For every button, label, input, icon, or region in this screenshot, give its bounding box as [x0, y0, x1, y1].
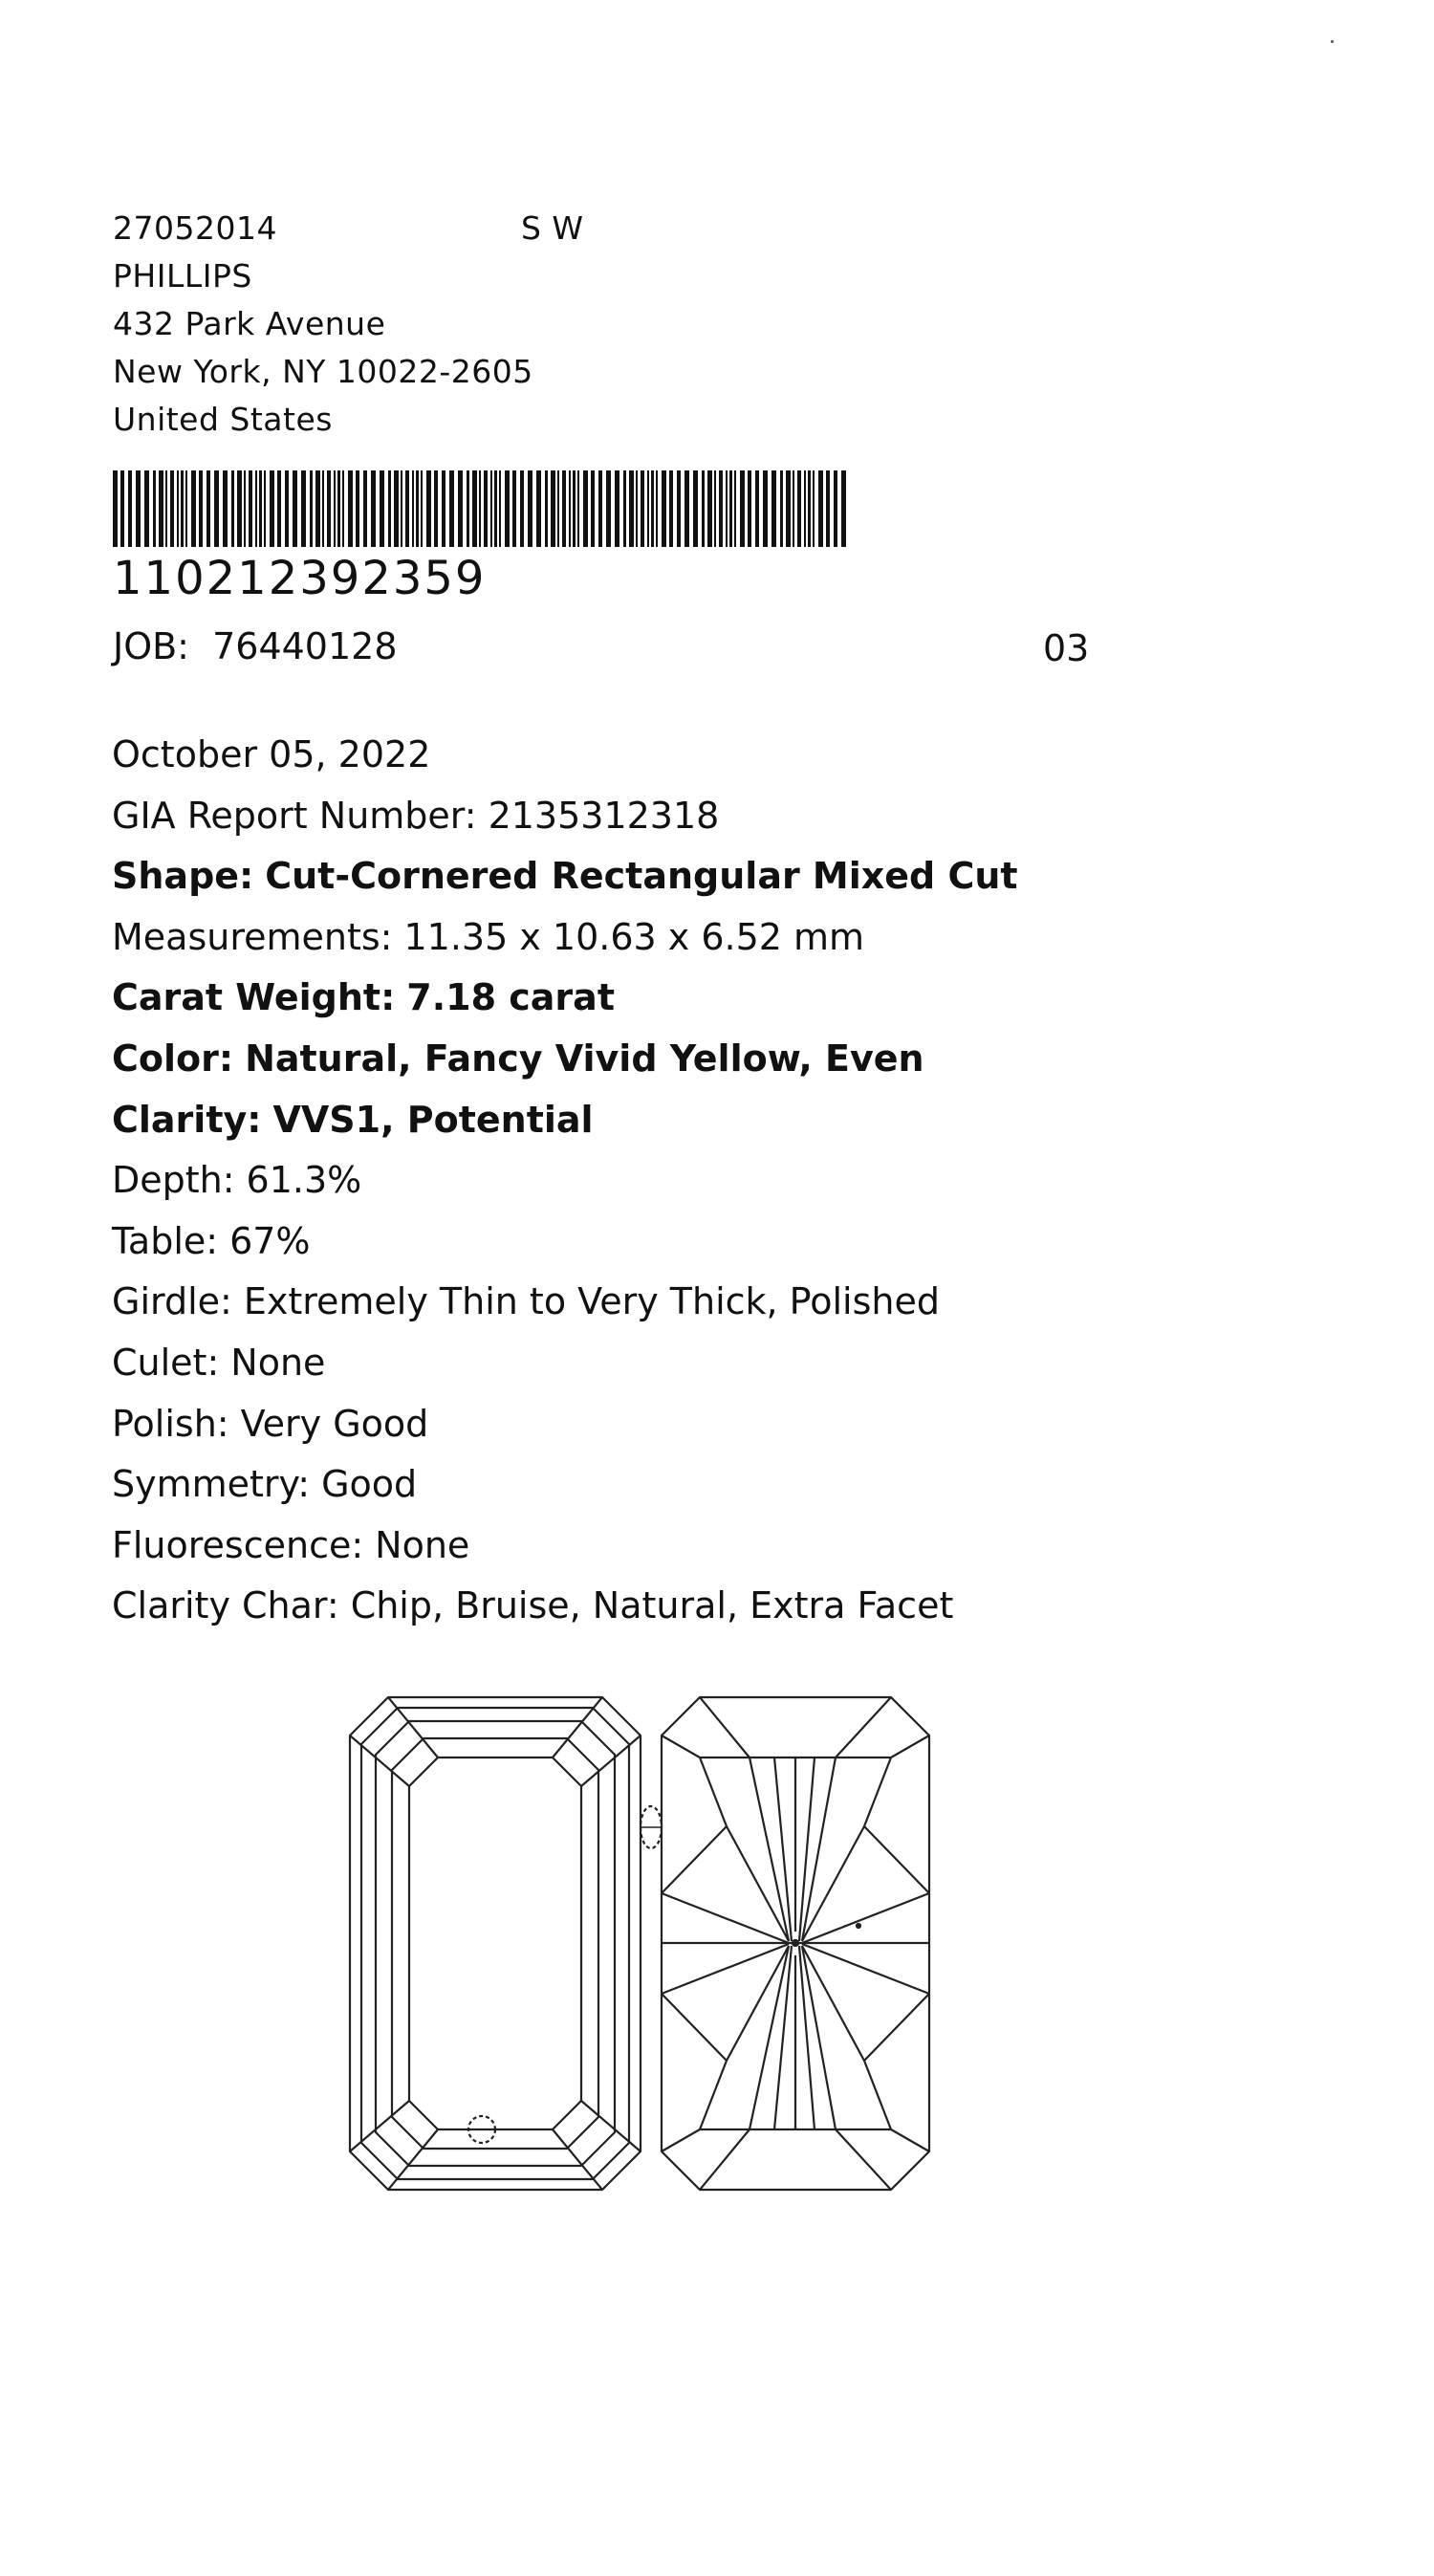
barcode-bar	[748, 470, 751, 547]
barcode-bar	[677, 470, 681, 547]
barcode-bar	[606, 470, 611, 547]
barcode-bar	[259, 470, 262, 547]
crown-outline	[350, 1697, 641, 2190]
barcode-bar	[577, 470, 579, 547]
barcode-bar	[780, 470, 783, 547]
barcode-bar	[591, 470, 595, 547]
barcode-bar	[647, 470, 649, 547]
barcode-bar	[818, 470, 823, 547]
address-street: 432 Park Avenue	[113, 305, 386, 342]
field-value: Chip, Bruise, Natural, Extra Facet	[350, 1584, 954, 1627]
address-company: PHILLIPS	[113, 257, 252, 295]
barcode-bar	[380, 470, 384, 547]
barcode-bar	[472, 470, 477, 547]
barcode-bar	[371, 470, 376, 547]
report-field	[112, 907, 1018, 969]
barcode-bar	[494, 470, 497, 547]
job-label: JOB:	[113, 625, 189, 667]
barcode-bar	[337, 470, 340, 547]
barcode-bar	[562, 470, 566, 547]
barcode-bar	[315, 470, 320, 547]
barcode-bar	[334, 470, 336, 547]
barcode-bar	[185, 470, 187, 547]
barcode-bar	[484, 470, 488, 547]
barcode-bar	[623, 470, 626, 547]
barcode-bar	[797, 470, 801, 547]
barcode-bar	[557, 470, 559, 547]
field-label: Polish:	[112, 1402, 229, 1445]
barcode-bar	[490, 470, 492, 547]
field-label: GIA Report Number:	[112, 794, 477, 837]
barcode-bar	[270, 470, 274, 547]
pavilion-ray	[727, 1826, 789, 1941]
crown-step-3	[392, 1738, 598, 2149]
pavilion-facet	[700, 2129, 891, 2190]
barcode-bar	[191, 470, 196, 547]
job-sequence: 03	[1043, 627, 1090, 669]
barcode-bar	[726, 470, 728, 547]
field-label: Fluorescence:	[112, 1523, 364, 1566]
field-value: Cut-Cornered Rectangular Mixed Cut	[265, 855, 1018, 898]
barcode-bar	[128, 470, 132, 547]
field-label: Table:	[112, 1219, 219, 1262]
barcode-bar	[583, 470, 588, 547]
pavilion-facet	[864, 1736, 929, 1893]
barcode-bar	[206, 470, 210, 547]
barcode-bar	[729, 470, 732, 547]
field-label: Clarity:	[112, 1098, 262, 1141]
job-number: 76440128	[212, 625, 398, 667]
crown-step-2	[376, 1721, 615, 2166]
barcode-bar	[707, 470, 712, 547]
field-label: Symmetry:	[112, 1463, 311, 1506]
barcode-bar	[301, 470, 306, 547]
plotting-diagram	[325, 1654, 1147, 2228]
barcode-bar	[641, 470, 644, 547]
field-value: Good	[321, 1463, 418, 1506]
barcode-bar	[136, 470, 141, 547]
barcode-bar	[342, 470, 344, 547]
barcode-bar	[426, 470, 431, 547]
report-details	[112, 725, 1018, 1637]
report-field	[112, 846, 1018, 907]
address-city: New York, NY 10022-2605	[113, 353, 533, 390]
barcode-bar	[421, 470, 423, 547]
barcode-bar	[763, 470, 768, 547]
barcode-bar	[684, 470, 689, 547]
barcode-bar	[214, 470, 219, 547]
pavilion-ray	[662, 1944, 789, 1994]
barcode-bar	[841, 470, 846, 547]
barcode-bar	[458, 470, 463, 547]
barcode-bar	[181, 470, 184, 547]
pavilion-facet	[662, 1994, 727, 2151]
field-label: Depth:	[112, 1159, 235, 1202]
field-label: Girdle:	[112, 1280, 232, 1323]
pavilion-ray	[802, 1944, 929, 1994]
barcode-bar	[793, 470, 794, 547]
field-value: 11.35 x 10.63 x 6.52 mm	[403, 915, 865, 958]
barcode-bar	[144, 470, 149, 547]
report-field	[112, 1394, 1018, 1455]
barcode-bar	[804, 470, 806, 547]
address-country: United States	[113, 401, 333, 438]
barcode-bar	[277, 470, 281, 547]
pavilion-ray	[802, 1893, 929, 1943]
barcode-bar	[231, 470, 234, 547]
barcode-bar	[636, 470, 638, 547]
barcode	[113, 470, 851, 547]
address-code-2: S W	[521, 209, 584, 247]
barcode-bar	[434, 470, 438, 547]
barcode-bar	[545, 470, 548, 547]
field-label: Culet:	[112, 1341, 220, 1384]
report-field	[112, 968, 1018, 1029]
report-field	[112, 1090, 1018, 1151]
barcode-bar	[237, 470, 242, 547]
address-code-line	[113, 205, 584, 252]
barcode-bar	[479, 470, 481, 547]
pavilion-view	[662, 1697, 929, 2190]
barcode-bar	[113, 470, 118, 547]
field-label: Clarity Char:	[112, 1584, 339, 1627]
report-field	[112, 1516, 1018, 1577]
barcode-bar	[813, 470, 815, 547]
pavilion-ray	[727, 1946, 789, 2061]
barcode-bar	[771, 470, 776, 547]
barcode-bar	[264, 470, 266, 547]
barcode-bar	[755, 470, 759, 547]
pavilion-facet	[700, 1697, 891, 1757]
pavilion-facet	[864, 1994, 929, 2151]
field-value: Extremely Thin to Very Thick, Polished	[243, 1280, 940, 1323]
report-field	[112, 1333, 1018, 1394]
pavilion-ray	[802, 1826, 864, 1941]
barcode-bar	[834, 470, 837, 547]
report-field	[112, 1454, 1018, 1516]
barcode-bar	[573, 470, 576, 547]
field-value: 61.3%	[246, 1159, 362, 1202]
barcode-bar	[244, 470, 246, 547]
address-block	[113, 205, 584, 444]
field-value: None	[375, 1523, 470, 1566]
barcode-bar	[310, 470, 313, 547]
barcode-bar	[512, 470, 516, 547]
barcode-bar	[734, 470, 736, 547]
barcode-bar	[348, 470, 353, 547]
stray-mark	[1331, 40, 1334, 43]
barcode-bar	[505, 470, 510, 547]
barcode-bar	[442, 470, 445, 547]
barcode-bar	[293, 470, 297, 547]
address-code: 27052014	[113, 209, 277, 247]
barcode-bar	[569, 470, 571, 547]
barcode-bar	[159, 470, 163, 547]
field-value: VVS1, Potential	[272, 1098, 594, 1141]
barcode-bar	[826, 470, 830, 547]
barcode-bar	[740, 470, 745, 547]
barcode-bar	[401, 470, 402, 547]
barcode-bar	[405, 470, 409, 547]
barcode-bar	[598, 470, 602, 547]
barcode-bar	[702, 470, 705, 547]
job-line	[113, 620, 398, 673]
barcode-bar	[322, 470, 324, 547]
barcode-bar	[786, 470, 791, 547]
field-label: Color:	[112, 1037, 234, 1080]
report-field	[112, 1212, 1018, 1273]
barcode-bar	[120, 470, 124, 547]
report-field	[112, 1272, 1018, 1333]
report-field	[112, 786, 1018, 847]
barcode-bar	[669, 470, 673, 547]
barcode-bar	[536, 470, 541, 547]
barcode-bar	[394, 470, 399, 547]
barcode-bar	[719, 470, 723, 547]
barcode-bar	[615, 470, 619, 547]
crown-table	[409, 1757, 581, 2129]
barcode-bar	[170, 470, 174, 547]
barcode-bar	[363, 470, 367, 547]
barcode-bar	[416, 470, 419, 547]
pavilion-ray	[802, 1946, 864, 2061]
pavilion-ray	[662, 1893, 789, 1943]
field-label: Shape:	[112, 855, 254, 898]
barcode-bar	[327, 470, 331, 547]
barcode-bar	[551, 470, 555, 547]
barcode-bar	[223, 470, 228, 547]
barcode-bar	[153, 470, 156, 547]
report-field	[112, 1029, 1018, 1090]
inclusion-dot	[857, 1924, 860, 1928]
barcode-bar	[249, 470, 252, 547]
report-field	[112, 1150, 1018, 1212]
field-value: 67%	[229, 1219, 311, 1262]
field-label: Measurements:	[112, 915, 393, 958]
barcode-bar	[520, 470, 524, 547]
barcode-bar	[388, 470, 391, 547]
barcode-bar	[662, 470, 666, 547]
barcode-bar	[656, 470, 658, 547]
pavilion-facet	[662, 1736, 727, 1893]
field-value: Natural, Fancy Vivid Yellow, Even	[245, 1037, 924, 1080]
pavilion-culet-point	[793, 1940, 798, 1946]
barcode-bar	[449, 470, 454, 547]
barcode-bar	[714, 470, 716, 547]
barcode-bar	[412, 470, 414, 547]
barcode-bar	[499, 470, 501, 547]
barcode-bar	[255, 470, 257, 547]
field-value: 7.18 carat	[406, 976, 615, 1019]
barcode-bar	[651, 470, 654, 547]
barcode-bar	[467, 470, 469, 547]
field-value: None	[230, 1341, 326, 1384]
barcode-bar	[693, 470, 698, 547]
field-value: Very Good	[240, 1402, 429, 1445]
barcode-bar	[356, 470, 359, 547]
barcode-bar	[165, 470, 167, 547]
barcode-bar	[177, 470, 179, 547]
field-label: Carat Weight:	[112, 976, 396, 1019]
barcode-number: 110212392359	[113, 552, 487, 605]
crown-view	[350, 1697, 662, 2190]
barcode-bar	[285, 470, 289, 547]
barcode-bar	[199, 470, 203, 547]
report-field	[112, 1576, 1018, 1637]
field-value: 2135312318	[488, 794, 720, 837]
barcode-bar	[528, 470, 532, 547]
barcode-bar	[629, 470, 634, 547]
barcode-bar	[808, 470, 811, 547]
report-date: October 05, 2022	[112, 733, 431, 775]
